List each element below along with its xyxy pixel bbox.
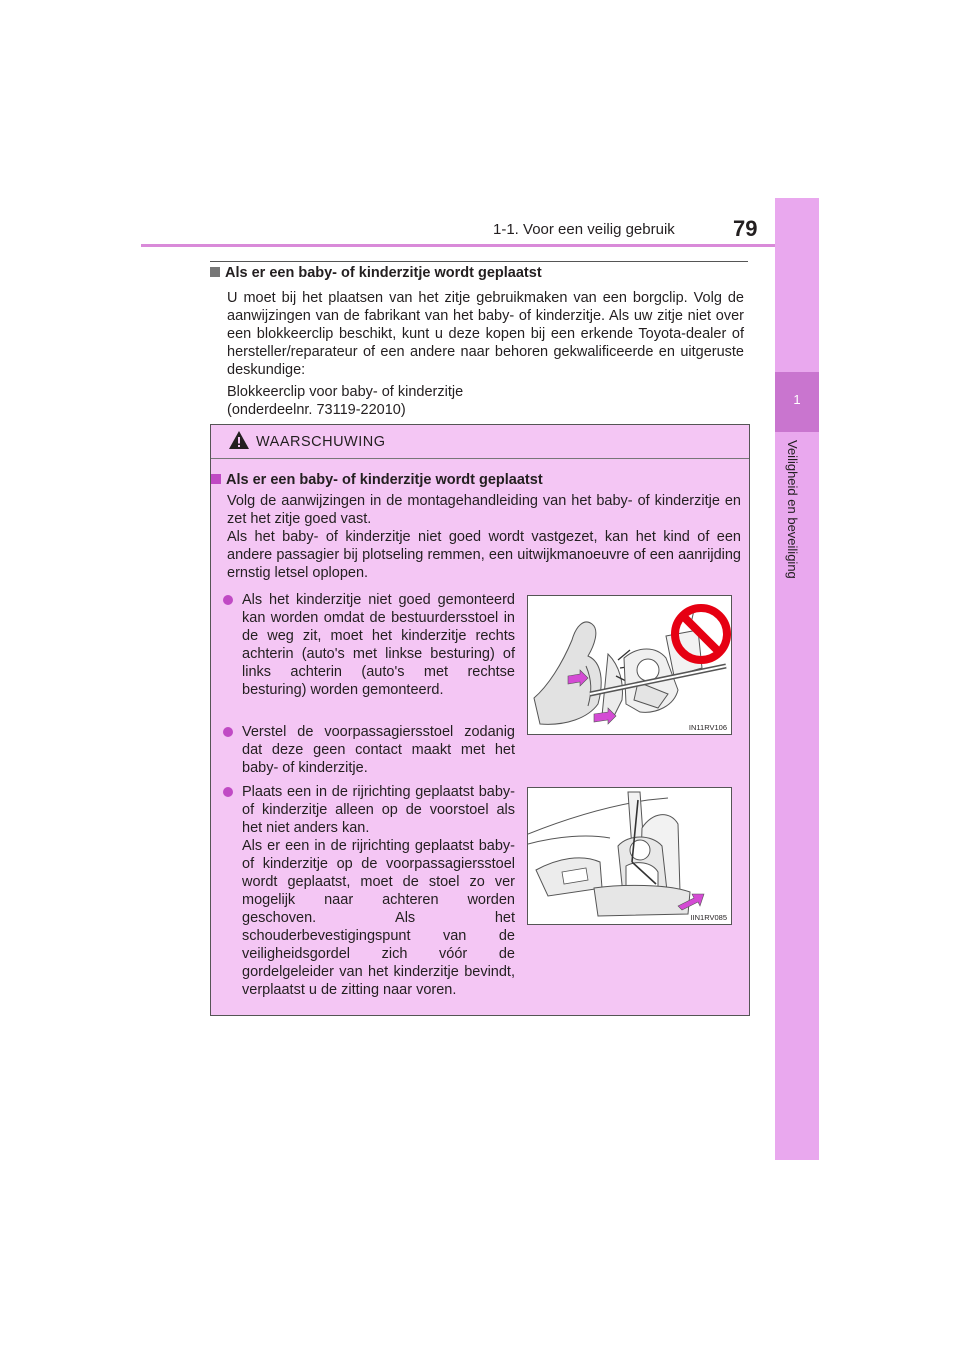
bullet-dot-icon: [223, 787, 233, 797]
figure-forward-facing-seat-illustration: [527, 787, 732, 925]
header-rule: [141, 244, 791, 247]
list-item: [223, 783, 515, 999]
page-number: 79: [733, 216, 758, 241]
list-item: [223, 591, 515, 699]
forward-facing-child-seat-illustration: [528, 788, 731, 924]
bullet-dot-icon: [223, 595, 233, 605]
chapter-number: 1: [793, 392, 801, 407]
section-title: 1-1. Voor een veilig gebruik: [493, 221, 675, 238]
section-heading: [210, 265, 542, 281]
bullet-text: Plaats een in de rijrichting geplaatst baby- of kinderzitje alleen op de voorstoel als het niet anders kan. Als er een in de rijrichting geplaatst baby- of kinderzitje op de voorpassagiersstoel wordt geplaatst, moet de stoel zo ver mogelijk naar achteren worden geschoven. Als het schouderbevestigingspunt van de veiligheidsgordel zich vóór de gordelgeleider van het kinderzitje bevindt, verplaatst u de zitting naar voren.: [242, 784, 515, 998]
section-heading-text: Als er een baby- of kinderzitje wordt geplaatst: [225, 265, 542, 281]
warning-box: [210, 424, 750, 1016]
clip-line-2: (onderdeelnr. 73119-22010): [227, 402, 406, 418]
list-item: [223, 723, 515, 777]
warning-paragraph-2: Als het baby- of kinderzitje niet goed wordt vastgezet, kan het kind of een andere passagier bij plotseling remmen, een uitwijkmanoeuvre of een aanrijding ernstig letsel oplopen.: [227, 529, 741, 581]
warning-header: [211, 425, 749, 459]
main-paragraph: U moet bij het plaatsen van het zitje gebruikmaken van een borgclip. Volg de aanwijzingen van de fabrikant van het baby- of kinderzitje. Als uw zitje niet over een blokkeerclip beschikt, kunt u deze kopen bij een erkende Toyota-dealer of hersteller/reparateur of een andere naar behoren gekwalificeerde en uitgeruste deskundige:: [227, 290, 744, 378]
clip-line-1: Blokkeerclip voor baby- of kinderzitje: [227, 384, 464, 400]
section-divider: [210, 261, 748, 262]
square-bullet-icon: [210, 267, 220, 277]
warning-triangle-icon: [228, 430, 250, 450]
chapter-title: Veiligheid en beveiliging: [785, 440, 800, 579]
bullet-dot-icon: [223, 727, 233, 737]
warning-paragraph-1: Volg de aanwijzingen in de montagehandleiding van het baby- of kinderzitje en zet het zitje goed vast.: [227, 493, 741, 527]
figure-code: IIN1RV085: [690, 913, 727, 922]
bullet-text: Als het kinderzitje niet goed gemonteerd kan worden omdat de bestuurdersstoel in de weg zit, moet het kinderzitje rechts achterin (auto's met linkse besturing) of links achterin (auto's met rechtse besturing) worden gemonteerd.: [242, 592, 515, 698]
square-bullet-icon: [211, 474, 221, 484]
warning-heading-text: Als er een baby- of kinderzitje wordt geplaatst: [226, 472, 543, 488]
bullet-text: Verstel de voorpassagiersstoel zodanig dat deze geen contact maakt met het baby- of kinderzitje.: [242, 724, 515, 776]
child-seat-prohibited-illustration: [528, 596, 731, 734]
warning-title: WAARSCHUWING: [256, 434, 386, 450]
figure-incorrect-seat-illustration: [527, 595, 732, 735]
chapter-tab: [775, 198, 819, 1160]
figure-code: IN11RV106: [688, 723, 727, 732]
warning-heading: [211, 472, 543, 488]
